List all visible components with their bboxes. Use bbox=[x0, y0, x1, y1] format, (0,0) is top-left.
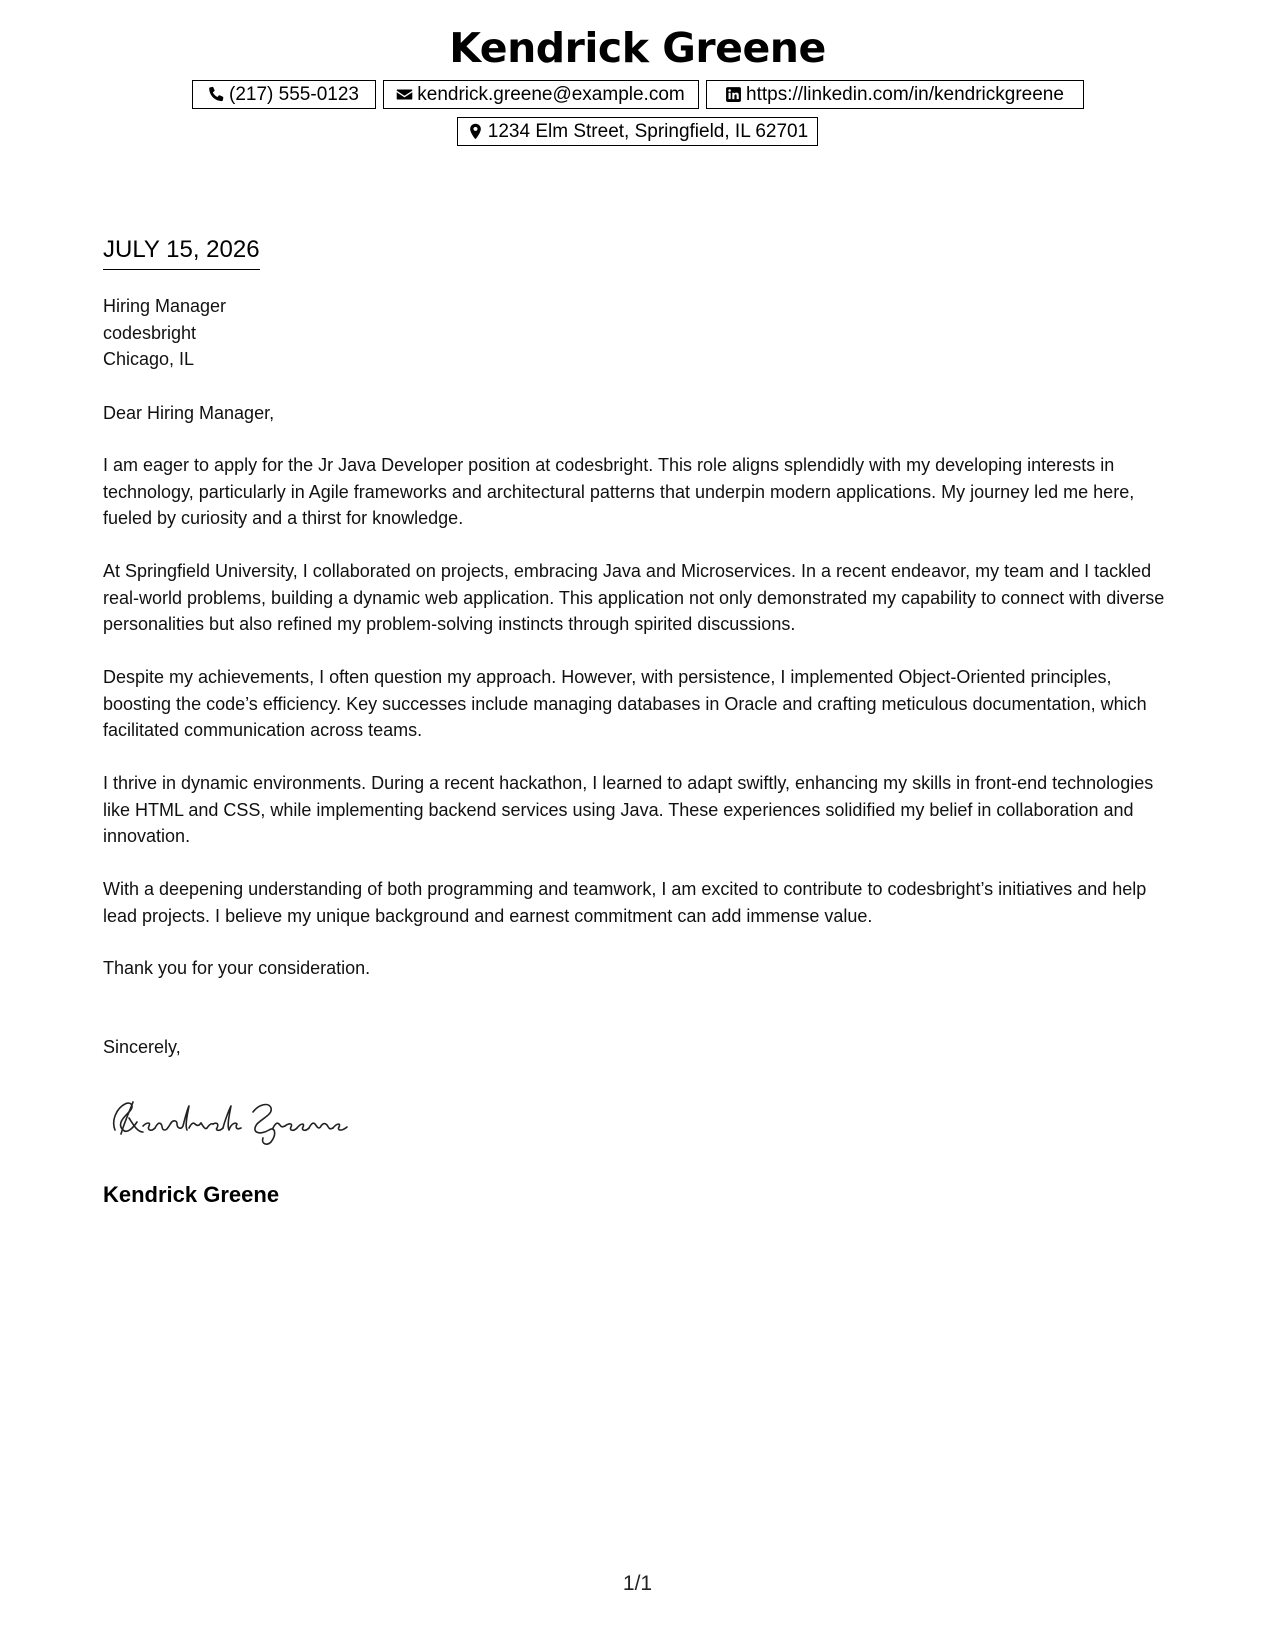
recipient-location: Chicago, IL bbox=[103, 349, 195, 369]
letter-date: JULY 15, 2026 bbox=[103, 234, 260, 270]
linkedin-text: https://linkedin.com/in/kendrickgreene bbox=[746, 83, 1064, 105]
map-pin-icon bbox=[467, 123, 484, 140]
signature-image bbox=[103, 1090, 363, 1150]
contact-info-row bbox=[0, 80, 1275, 109]
applicant-name: Kendrick Greene bbox=[449, 24, 826, 72]
linkedin-contact[interactable] bbox=[706, 80, 1084, 109]
letter-paragraph-4: I thrive in dynamic environments. During a recent hackathon, I learned to adapt swiftly, enhancing my skills in front-end technologies like HTML and CSS, while implementing backend services using Java. These experiences solidified my belief in collaboration and innovation. bbox=[103, 773, 1154, 846]
linkedin-icon bbox=[725, 86, 742, 103]
email-contact[interactable] bbox=[383, 80, 699, 109]
recipient-company: codesbright bbox=[103, 322, 197, 343]
signer-name: Kendrick Greene bbox=[103, 1182, 280, 1207]
envelope-icon bbox=[396, 86, 413, 103]
address-text: 1234 Elm Street, Springfield, IL 62701 bbox=[487, 120, 809, 142]
phone-contact[interactable] bbox=[192, 80, 376, 109]
phone-text: (217) 555-0123 bbox=[229, 83, 359, 105]
recipient-block bbox=[103, 293, 1183, 373]
thank-you-line: Thank you for your consideration. bbox=[103, 958, 371, 978]
recipient-title: Hiring Manager bbox=[103, 296, 227, 316]
salutation: Dear Hiring Manager, bbox=[103, 403, 275, 423]
phone-icon bbox=[208, 86, 225, 103]
closing: Sincerely, bbox=[103, 1037, 181, 1057]
letter-paragraph-5: With a deepening understanding of both programming and teamwork, I am excited to contribute to codesbright’s initiatives and help lead projects. I believe my unique background and earnest commitment can add immense value. bbox=[103, 879, 1147, 926]
email-text: kendrick.greene@example.com bbox=[417, 83, 685, 105]
page-number: 1/1 bbox=[622, 1572, 653, 1595]
letter-paragraph-1: I am eager to apply for the Jr Java Developer position at codesbright. This role aligns splendidly with my developing interests in technology, particularly in Agile frameworks and architectural patterns that underpin modern applications. My journey led me here, fueled by curiosity and a thirst for knowledge. bbox=[103, 455, 1135, 528]
address-row bbox=[0, 117, 1275, 146]
letter-paragraph-3: Despite my achievements, I often question my approach. However, with persistence, I implemented Object-Oriented principles, boosting the code’s efficiency. Key successes include managing databases in Oracle and crafting meticulous documentation, which facilitated communication across teams. bbox=[103, 667, 1147, 740]
address-contact bbox=[457, 117, 818, 146]
letter-paragraph-2: At Springfield University, I collaborated on projects, embracing Java and Microservices. In a recent endeavor, my team and I tackled real-world problems, building a dynamic web application. This application not only demonstrated my capability to connect with diverse personalities but also refined my problem-solving instincts through spirited discussions. bbox=[103, 561, 1165, 634]
